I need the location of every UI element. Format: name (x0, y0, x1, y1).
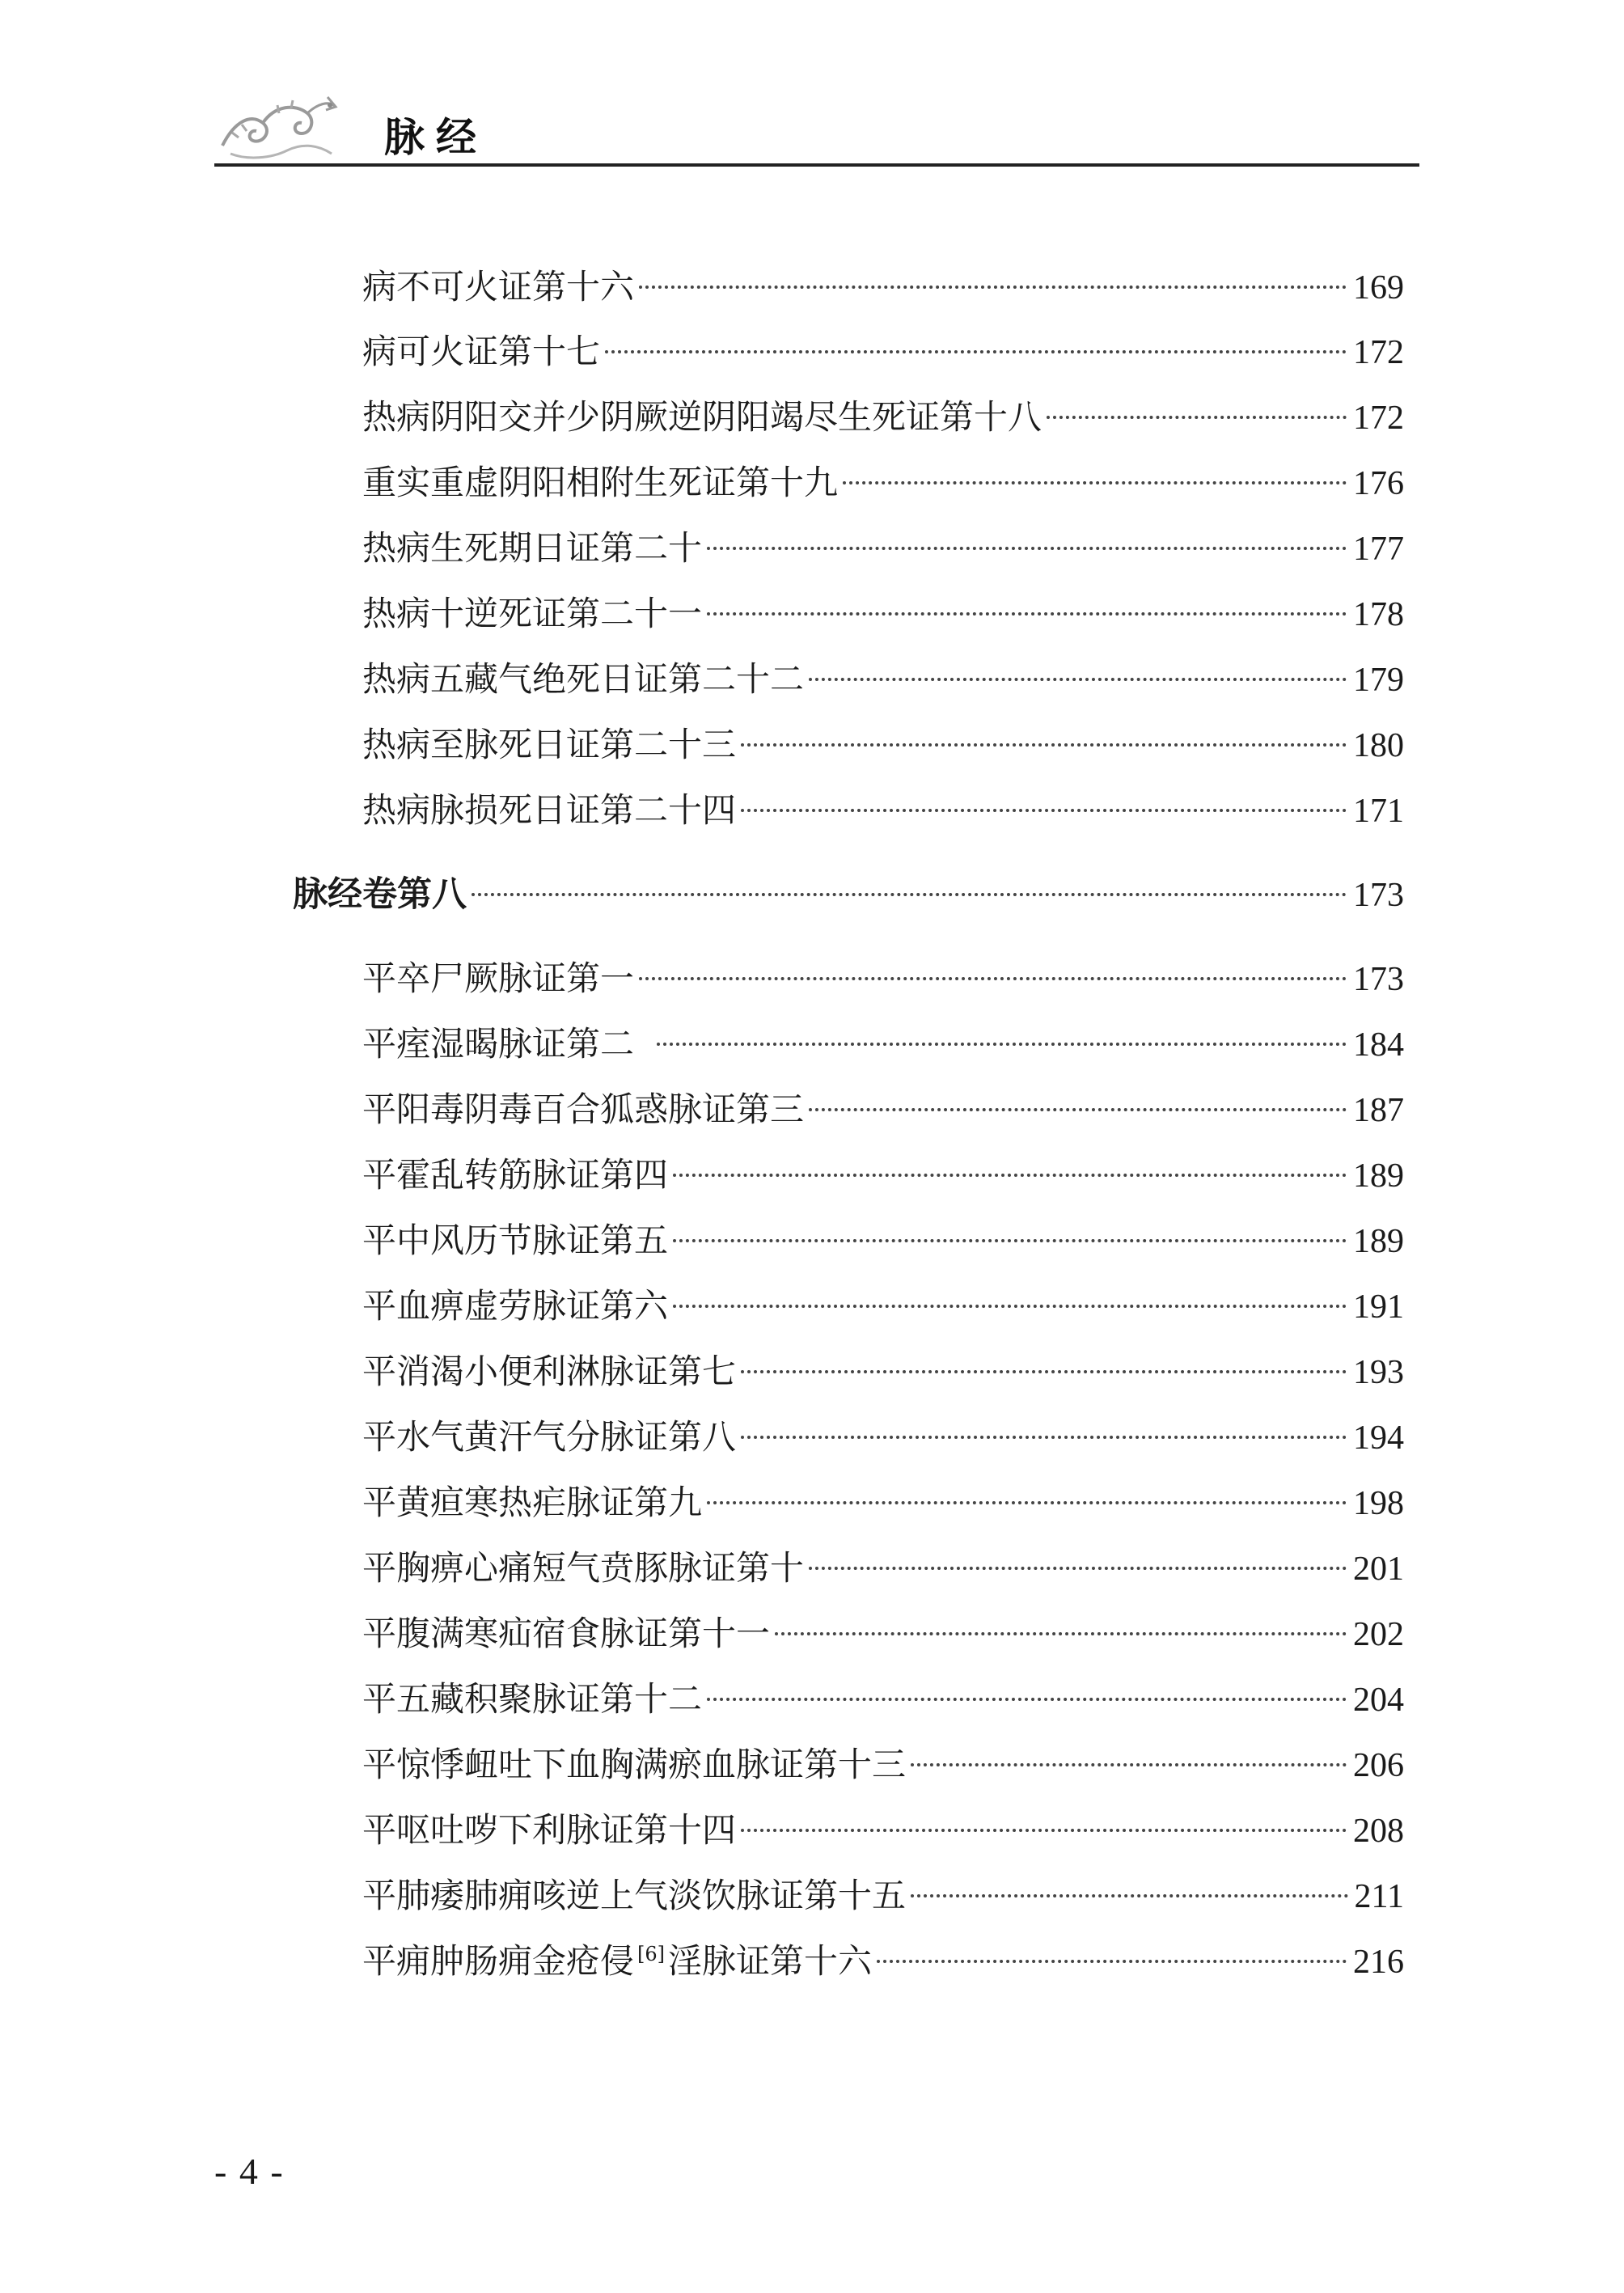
dot-leader (707, 547, 1347, 550)
toc-entry-page: 204 (1353, 1682, 1404, 1719)
toc-entry-title: 平腹满寒疝宿食脉证第十一 (362, 1614, 771, 1653)
toc-entry-title: 热病五藏气绝死日证第二十二 (362, 659, 805, 699)
dot-leader (639, 977, 1347, 980)
toc-entry[interactable] (362, 263, 1404, 311)
toc-entry-page: 189 (1353, 1223, 1404, 1260)
toc-entry[interactable] (362, 655, 1404, 704)
toc-entry-page: 216 (1353, 1944, 1404, 1981)
toc-entry[interactable] (362, 1282, 1404, 1331)
toc-entry-title: 热病十逆死证第二十一 (362, 594, 703, 633)
dot-leader (605, 350, 1347, 353)
running-header (214, 89, 1419, 170)
toc-entry-page: 179 (1353, 662, 1404, 699)
toc-entry-title: 平呕吐哕下利脉证第十四 (362, 1810, 737, 1850)
toc-entry[interactable] (362, 1610, 1404, 1658)
toc-entry-title: 平中风历节脉证第五 (362, 1221, 669, 1260)
toc-entry[interactable] (362, 524, 1404, 573)
dot-leader (707, 1501, 1347, 1504)
toc-entry[interactable] (362, 1806, 1404, 1855)
toc-entry-page: 180 (1353, 727, 1404, 764)
toc-entry-title: 热病脉损死日证第二十四 (362, 790, 737, 830)
toc-entry[interactable] (362, 590, 1404, 638)
toc-entry[interactable] (362, 1020, 1404, 1068)
dot-leader (741, 1829, 1347, 1832)
dot-leader (809, 1108, 1347, 1111)
footnote-marker[interactable]: [6] (637, 1943, 666, 1965)
toc-entry-page: 191 (1353, 1288, 1404, 1326)
dot-leader (741, 809, 1347, 812)
toc-entry[interactable] (362, 1544, 1404, 1593)
toc-entry[interactable] (362, 1347, 1404, 1396)
toc-entry-title-part: 平痈肿肠痈金疮侵 (362, 1941, 635, 1981)
toc-entry-title: 平霍乱转筋脉证第四 (362, 1155, 669, 1195)
dot-leader (843, 481, 1347, 484)
toc-entry-page: 184 (1353, 1026, 1404, 1064)
toc-entry-page: 202 (1353, 1616, 1404, 1653)
toc-chapter-page: 173 (1353, 877, 1404, 914)
toc-entry-title: 平痓湿暍脉证第二 (362, 1024, 635, 1064)
header-rule (214, 163, 1419, 167)
book-title: 脉经 (384, 114, 488, 161)
toc-entry-page: 171 (1353, 793, 1404, 830)
toc-entry[interactable] (362, 786, 1404, 835)
dot-leader (741, 743, 1347, 747)
toc-entry-page: 206 (1353, 1747, 1404, 1784)
toc-entry-title: 平胸痹心痛短气贲豚脉证第十 (362, 1548, 805, 1588)
toc-entry-title: 重实重虚阴阳相附生死证第十九 (362, 463, 839, 502)
toc-entry-title: 平五藏积聚脉证第十二 (362, 1679, 703, 1719)
toc-entry-title: 平水气黄汗气分脉证第八 (362, 1417, 737, 1457)
dot-leader (1047, 416, 1347, 419)
toc-entry[interactable] (362, 1479, 1404, 1527)
toc-entry[interactable] (362, 1413, 1404, 1462)
dot-leader (707, 612, 1347, 616)
toc-entry-page: 177 (1353, 531, 1404, 568)
dot-leader (741, 1370, 1347, 1373)
toc-entry-page: 198 (1353, 1485, 1404, 1522)
toc-entry-page: 178 (1353, 596, 1404, 633)
toc-entry-title: 病可火证第十七 (362, 332, 601, 371)
toc-chapter-entry[interactable] (293, 870, 1404, 919)
toc-entry-title: 平阳毒阴毒百合狐惑脉证第三 (362, 1089, 805, 1129)
toc-entry-title: 平黄疸寒热疟脉证第九 (362, 1483, 703, 1522)
toc-entry-page: 172 (1353, 334, 1404, 371)
toc-entry[interactable] (362, 1085, 1404, 1134)
toc-entry-title (362, 1937, 872, 1986)
toc-entry[interactable] (362, 1675, 1404, 1724)
toc-entry-page: 201 (1353, 1551, 1404, 1588)
toc-entry-title: 平卒尸厥脉证第一 (362, 958, 635, 998)
toc-entry[interactable] (362, 393, 1404, 442)
toc-entry-title: 平肺痿肺痈咳逆上气淡饮脉证第十五 (362, 1876, 907, 1915)
toc-entry-page: 176 (1353, 465, 1404, 502)
toc-entry[interactable] (362, 1937, 1404, 1986)
toc-entry-page: 169 (1353, 269, 1404, 307)
page-number: - 4 - (214, 2151, 285, 2192)
dot-leader (877, 1960, 1347, 1963)
toc-entry[interactable] (362, 1216, 1404, 1265)
toc-entry-title-part: 淫脉证第十六 (668, 1941, 873, 1981)
toc-entry-page: 173 (1353, 961, 1404, 998)
dot-leader (657, 1043, 1347, 1046)
toc-entry-title: 热病阴阳交并少阴厥逆阴阳竭尽生死证第十八 (362, 397, 1042, 437)
toc-entry[interactable] (362, 1741, 1404, 1789)
toc-entry-title: 热病生死期日证第二十 (362, 528, 703, 568)
toc-entry[interactable] (362, 1872, 1404, 1920)
toc-entry-page: 193 (1353, 1354, 1404, 1391)
toc-entry-title: 平惊悸衄吐下血胸满瘀血脉证第十三 (362, 1745, 907, 1784)
dot-leader (472, 893, 1347, 896)
dot-leader (911, 1763, 1347, 1766)
dot-leader (673, 1305, 1347, 1308)
toc-entry[interactable] (362, 721, 1404, 769)
toc-entry-title: 平血痹虚劳脉证第六 (362, 1286, 669, 1326)
toc-entry-title: 热病至脉死日证第二十三 (362, 725, 737, 764)
toc-chapter-title: 脉经卷第八 (293, 874, 467, 915)
toc-entry[interactable] (362, 1151, 1404, 1199)
dot-leader (775, 1632, 1347, 1635)
dot-leader (911, 1894, 1348, 1897)
toc-entry[interactable] (362, 459, 1404, 507)
toc-entry-page: 172 (1353, 400, 1404, 437)
dot-leader (741, 1436, 1347, 1439)
toc-entry[interactable] (362, 328, 1404, 376)
toc-entry-title: 平消渴小便利淋脉证第七 (362, 1352, 737, 1391)
toc-entry-title: 病不可火证第十六 (362, 267, 635, 307)
toc-entry[interactable] (362, 954, 1404, 1003)
dragon-icon (214, 89, 344, 166)
toc-entry-page: 211 (1354, 1878, 1404, 1915)
toc-entry-page: 187 (1353, 1092, 1404, 1129)
dot-leader (707, 1698, 1347, 1701)
dot-leader (639, 286, 1347, 289)
dot-leader (673, 1174, 1347, 1177)
toc-entry-page: 194 (1353, 1419, 1404, 1457)
dot-leader (809, 1567, 1347, 1570)
dot-leader (809, 678, 1347, 681)
dot-leader (673, 1239, 1347, 1242)
toc-entry-page: 208 (1353, 1813, 1404, 1850)
toc-entry-page: 189 (1353, 1157, 1404, 1195)
